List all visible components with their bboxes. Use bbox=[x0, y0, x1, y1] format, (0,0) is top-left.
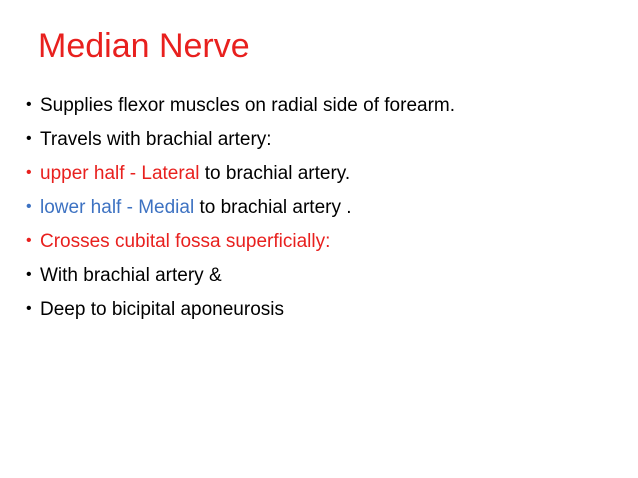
bullet-segment: Travels with brachial artery: bbox=[40, 129, 272, 150]
bullet-text bbox=[40, 228, 330, 256]
bullet-item-7 bbox=[26, 296, 455, 330]
bullet-text bbox=[40, 92, 455, 120]
bullet-segment-highlight: upper half - Lateral bbox=[40, 163, 200, 184]
bullet-segment: Supplies flexor muscles on radial side of forearm. bbox=[40, 95, 456, 116]
bullet-dot: • bbox=[26, 232, 32, 249]
bullet-segment-highlight: Crosses cubital fossa superficially: bbox=[40, 231, 331, 252]
bullet-text bbox=[40, 194, 352, 222]
bullet-text bbox=[40, 160, 350, 188]
bullet-dot: • bbox=[26, 164, 32, 181]
bullet-text bbox=[40, 262, 222, 290]
bullet-segment: With brachial artery & bbox=[40, 265, 222, 286]
bullet-item-5 bbox=[26, 228, 455, 262]
bullet-dot: • bbox=[26, 300, 32, 317]
bullet-dot: • bbox=[26, 198, 32, 215]
bullet-item-4 bbox=[26, 194, 455, 228]
bullet-dot: • bbox=[26, 96, 32, 113]
bullet-item-2 bbox=[26, 126, 455, 160]
bullet-segment: to brachial artery. bbox=[199, 163, 351, 184]
bullet-text bbox=[40, 296, 284, 324]
bullet-dot: • bbox=[26, 266, 32, 283]
bullet-item-6 bbox=[26, 262, 455, 296]
bullet-segment-highlight: lower half - Medial bbox=[40, 197, 195, 218]
bullet-item-3 bbox=[26, 160, 455, 194]
bullet-segment: to brachial artery . bbox=[194, 197, 352, 218]
bullet-text bbox=[40, 126, 272, 154]
slide-title: Median Nerve bbox=[38, 27, 250, 65]
bullet-list bbox=[26, 92, 455, 330]
bullet-dot: • bbox=[26, 130, 32, 147]
bullet-item-1 bbox=[26, 92, 455, 126]
bullet-segment: Deep to bicipital aponeurosis bbox=[40, 299, 284, 320]
